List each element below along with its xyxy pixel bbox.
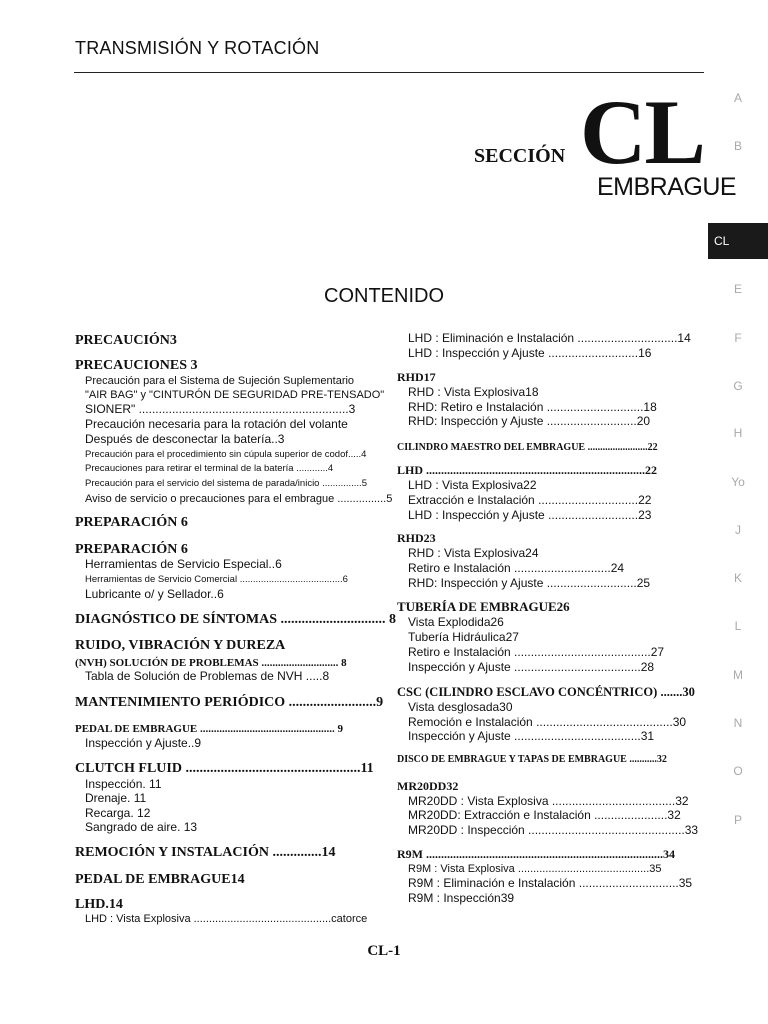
toc-item[interactable]: MR20DD: Extracción e Instalación ......................32 (408, 808, 681, 822)
toc-item[interactable]: LHD : Inspección y Ajuste ...........................23 (408, 508, 652, 522)
toc-item[interactable]: Precaución necesaria para la rotación del volante (85, 417, 348, 431)
toc-item[interactable]: Herramientas de Servicio Especial..6 (85, 557, 282, 571)
toc-heading[interactable]: R9M ...............................................................................34 (397, 847, 675, 861)
toc-item[interactable]: Inspección. 11 (85, 777, 162, 791)
toc-item[interactable]: RHD : Vista Explosiva24 (408, 546, 539, 560)
toc-heading[interactable]: PEDAL DE EMBRAGUE14 (75, 872, 245, 887)
toc-item[interactable]: Aviso de servicio o precauciones para el embrague ................5 (85, 493, 393, 505)
tab-h[interactable]: H (733, 426, 743, 440)
toc-heading[interactable]: CLUTCH FLUID ..................................................11 (75, 761, 374, 776)
toc-heading[interactable]: PREPARACIÓN 6 (75, 515, 188, 530)
section-code: CL (580, 81, 704, 183)
toc-item[interactable]: Inspección y Ajuste ......................................28 (408, 660, 655, 674)
toc-item[interactable]: Retiro e Instalación .........................................27 (408, 645, 665, 659)
toc-heading[interactable]: LHD.14 (75, 897, 123, 912)
tab-p[interactable]: P (733, 813, 742, 827)
toc-heading[interactable]: PREPARACIÓN 6 (75, 542, 188, 557)
toc-heading[interactable]: TUBERÍA DE EMBRAGUE26 (397, 599, 570, 614)
header-title: TRANSMISIÓN Y ROTACIÓN (75, 38, 320, 58)
toc-item[interactable]: RHD: Retiro e Instalación .............................18 (408, 400, 657, 414)
toc-item[interactable]: R9M : Vista Explosiva ...........................................35 (408, 863, 662, 875)
toc-heading[interactable]: (NVH) SOLUCIÓN DE PROBLEMAS ............................ 8 (75, 657, 347, 669)
tab-e[interactable]: E (733, 282, 742, 296)
tab-m[interactable]: M (733, 668, 743, 682)
toc-heading[interactable]: CSC (CILINDRO ESCLAVO CONCÉNTRICO) .......30 (397, 685, 695, 699)
toc-heading[interactable]: PRECAUCIÓN3 (75, 333, 177, 348)
toc-heading[interactable]: DIAGNÓSTICO DE SÍNTOMAS .............................. 8 (75, 612, 397, 627)
toc-item[interactable]: "AIR BAG" y "CINTURÓN DE SEGURIDAD PRE-TENSADO" (85, 389, 385, 401)
page-number: CL-1 (367, 943, 401, 959)
toc-item[interactable]: RHD: Inspección y Ajuste ...........................25 (408, 576, 651, 590)
tab-yo[interactable]: Yo (731, 475, 745, 489)
toc-heading[interactable]: LHD .........................................................................22 (397, 463, 658, 477)
tab-n[interactable]: N (733, 716, 743, 730)
toc-heading[interactable]: MANTENIMIENTO PERIÓDICO .........................9 (75, 695, 384, 710)
toc-item[interactable]: Recarga. 12 (85, 806, 151, 820)
toc-heading[interactable]: PEDAL DE EMBRAGUE ................................................. 9 (75, 723, 343, 735)
toc-item[interactable]: LHD : Vista Explosiva22 (408, 478, 537, 492)
tab-k[interactable]: K (733, 571, 742, 585)
toc-item[interactable]: RHD: Inspección y Ajuste ...........................20 (408, 414, 651, 428)
toc-item[interactable]: RHD : Vista Explosiva18 (408, 385, 539, 399)
tab-b[interactable]: B (733, 139, 742, 153)
toc-item[interactable]: Tubería Hidráulica27 (408, 630, 519, 644)
toc-heading[interactable]: REMOCIÓN Y INSTALACIÓN ..............14 (75, 845, 336, 860)
tab-c[interactable] (708, 176, 768, 212)
toc-item[interactable]: LHD : Inspección y Ajuste ...........................16 (408, 346, 652, 360)
toc-item[interactable]: R9M : Inspección39 (408, 891, 515, 905)
toc-item[interactable]: MR20DD : Vista Explosiva .....................................32 (408, 794, 689, 808)
toc-heading[interactable]: RUIDO, VIBRACIÓN Y DUREZA (75, 638, 286, 653)
toc-item[interactable]: LHD : Eliminación e Instalación ..............................14 (408, 331, 691, 345)
toc-item[interactable]: Inspección y Ajuste..9 (85, 736, 202, 750)
toc-item[interactable]: Lubricante o/ y Sellador..6 (85, 587, 224, 601)
toc-item[interactable]: Tabla de Solución de Problemas de NVH .....8 (85, 669, 330, 683)
toc-item[interactable]: Extracción e Instalación ..............................22 (408, 493, 652, 507)
toc-item[interactable]: SIONER" ...............................................................3 (85, 402, 356, 416)
toc-heading[interactable]: MR20DD32 (397, 779, 459, 793)
toc-item[interactable]: Vista desglosada30 (408, 700, 513, 714)
toc-heading[interactable]: RHD17 (397, 370, 436, 384)
toc-heading[interactable]: DISCO DE EMBRAGUE Y TAPAS DE EMBRAGUE ...........32 (397, 754, 667, 765)
toc-item[interactable]: Herramientas de Servicio Comercial .......................................6 (85, 574, 348, 585)
toc-item[interactable]: Precaución para el Sistema de Sujeción Suplementario (85, 375, 355, 387)
tab-a[interactable]: A (733, 91, 742, 105)
toc-item[interactable]: Inspección y Ajuste ......................................31 (408, 729, 655, 743)
toc-item[interactable]: Precaución para el procedimiento sin cúpula superior de codof.....4 (85, 449, 367, 460)
toc-heading[interactable]: PRECAUCIONES 3 (75, 358, 198, 373)
header-rule (74, 72, 704, 73)
toc-heading[interactable]: RHD23 (397, 531, 436, 545)
toc-item[interactable]: Precaución para el servicio del sistema de parada/inicio ...............5 (85, 478, 367, 489)
tab-l[interactable]: L (734, 619, 742, 633)
toc-item[interactable]: LHD : Vista Explosiva .............................................catorce (85, 913, 368, 925)
section-name: EMBRAGUE (597, 173, 737, 201)
tab-g[interactable]: G (733, 379, 743, 393)
toc-title: CONTENIDO (324, 285, 444, 307)
toc-item[interactable]: Vista Explodida26 (408, 615, 504, 629)
tab-f[interactable]: F (734, 331, 742, 345)
toc-item[interactable]: Precauciones para retirar el terminal de la batería ............4 (85, 463, 334, 474)
toc-item[interactable]: Drenaje. 11 (85, 791, 147, 805)
section-label: SECCIÓN (474, 145, 566, 167)
toc-item[interactable]: Después de desconectar la batería..3 (85, 432, 285, 446)
toc-item[interactable]: R9M : Eliminación e Instalación ..............................35 (408, 876, 693, 890)
tab-cl[interactable]: CL (708, 223, 768, 259)
toc-item[interactable]: MR20DD : Inspección ...............................................33 (408, 823, 699, 837)
toc-heading[interactable]: CILINDRO MAESTRO DEL EMBRAGUE ........................22 (397, 442, 658, 453)
tab-o[interactable]: O (733, 764, 743, 778)
toc-item[interactable]: Retiro e Instalación .............................24 (408, 561, 625, 575)
toc-item[interactable]: Sangrado de aire. 13 (85, 820, 198, 834)
tab-j[interactable]: J (735, 523, 741, 537)
toc-item[interactable]: Remoción e Instalación .........................................30 (408, 715, 687, 729)
